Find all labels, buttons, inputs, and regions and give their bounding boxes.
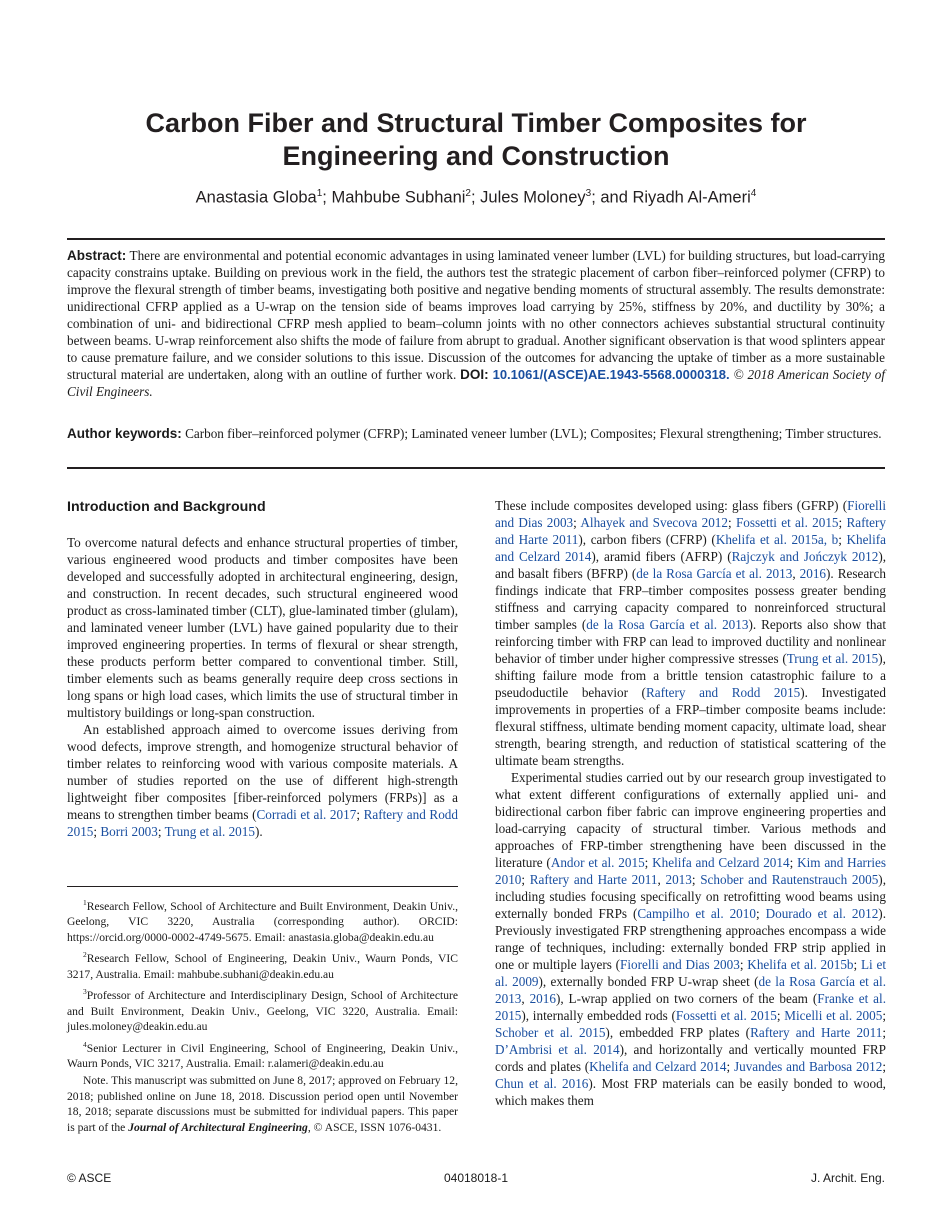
paragraph-text: ), and horizontally and vertically mounted FRP cords and plates ( (495, 1042, 886, 1074)
citation-link[interactable]: Andor et al. 2015 (550, 855, 645, 870)
paragraph-text: Experimental studies carried out by our research group investigated to what extent different configurations of externally applied uni- and bidirectional carbon fiber fabric can improve engineering properties and load-carrying capacity of structural timber. Various methods and approaches of FRP-timber strengthening have been discussed in the literature ( (495, 770, 886, 870)
footnote-mark: 3 (83, 987, 87, 997)
paragraph-text: ; (644, 855, 653, 870)
citation-link[interactable]: Corradi et al. 2017 (256, 807, 357, 822)
citation-link[interactable]: de la Rosa García et al. 2013 (495, 974, 886, 1006)
citation-link[interactable]: 2016 (799, 566, 827, 581)
author-2-mark: 2 (465, 188, 471, 199)
citation-link[interactable]: Khelifa et al. 2015a, b (715, 532, 839, 547)
abstract-text: There are environmental and potential economic advantages in using laminated veneer lumber (LVL) for building structures, but load-carrying capacity constrains uptake. Building on previous work in the field, the authors test the strategic placement of carbon fiber–reinforced polymer (CFRP) to improve the flexural strength of timber beams, investigating both positive and negative bending moments of structural assembly. The results demonstrate: unidirectional CFRP applied as a U-wrap on the tension side of beams improves load carrying by 25%, stiffness by 20%, and ductility by 30%; a combination of uni- and bidirectional CFRP mesh applied to beam–column joints with no other connectors achieves substantial structural continuity between beams. U-wrap reinforcement also shifts the mode of failure from abrupt to gradual. Another significant observation is that wood splinters appear to cause premature failure, and we consider solutions to this issue. Discussion of the outcomes for advancing the uptake of timber as a more sustainable structural material are undertaken, along with an outline of further work. (67, 248, 885, 382)
paragraph-text: ), and basalt fibers (BFRP) ( (495, 549, 887, 581)
citation-link[interactable]: Raftery and Harte 2011 (495, 515, 887, 547)
paragraph-text: ; (726, 1059, 734, 1074)
footnote-mark: 2 (83, 950, 87, 960)
citation-link[interactable]: Franke et al. 2015 (495, 991, 886, 1023)
intro-paragraph-2-text: An established approach aimed to overcome issues deriving from wood defects, improve strength, and homogenize structural behavior of timber relates to reinforcing wood with various composite materials. A number of studies reported on the use of different high-strength lightweight fiber composites [fiber-reinforced polymers (FRPs)] as a means to strengthen timber beams ( (67, 722, 458, 822)
citation-link[interactable]: Fiorelli and Dias 2003 (495, 498, 886, 530)
citation-link[interactable]: Trung et al. 2015 (786, 651, 879, 666)
paragraph-text: ; (755, 906, 766, 921)
citation-link[interactable]: Raftery and Harte 2011 (529, 872, 658, 887)
citation-link[interactable]: Fossetti et al. 2015 (735, 515, 839, 530)
paragraph-text: ). Reports also show that reinforcing timber with FRP can lead to improved ductility and nonlinear behavior of timber under higher compressive stresses ( (495, 617, 887, 666)
paragraph-text: ; (691, 872, 701, 887)
paragraph-text: ; (882, 1025, 887, 1040)
citation-link[interactable]: D’Ambrisi et al. 2014 (495, 1042, 620, 1057)
footer-page-id: 04018018-1 (443, 1171, 509, 1185)
citation-link[interactable]: Khelifa and Celzard 2014 (495, 532, 886, 564)
citation-link[interactable]: Micelli et al. 2005 (784, 1008, 883, 1023)
author-list (60, 188, 892, 208)
citation-link[interactable]: Khelifa et al. 2015b (747, 957, 854, 972)
footnote-mark: 1 (83, 898, 87, 907)
footnote-2 (67, 947, 458, 982)
citation-link[interactable]: de la Rosa García et al. 2013 (636, 566, 793, 581)
author-4: ; and Riyadh Al-Ameri (591, 188, 751, 207)
citation-link[interactable]: Raftery and Harte 2011 (750, 1025, 883, 1040)
abstract (67, 247, 885, 400)
doi-link[interactable]: 10.1061/(ASCE)AE.1943-5568.0000318. (492, 367, 730, 382)
right-column (495, 497, 886, 1109)
paragraph-text: , (792, 566, 800, 581)
author-4-mark: 4 (750, 188, 757, 199)
title-line-1: Carbon Fiber and Structural Timber Composites for (145, 108, 807, 138)
paragraph-text: ), internally embedded rods ( (521, 1008, 676, 1023)
paragraph-text: ), embedded FRP plates ( (605, 1025, 751, 1040)
citation-link[interactable]: Chun et al. 2016 (495, 1076, 589, 1091)
footnote-text: Research Fellow, School of Architecture and Built Environment, Deakin Univ., Geelong, VIC 3220, Australia (corresponding author). ORCID: https://orcid.org/0000-0002-4749-5675. Email: anastasia.globa@deakin.edu.au (67, 899, 458, 944)
footnote-3 (67, 984, 458, 1034)
paragraph-text: ; (882, 1008, 887, 1023)
paragraph-text: ), including studies focusing specifically on retrofitting wood beams using externally bonded FRPs ( (495, 872, 886, 921)
paragraph-text: ; (882, 1059, 886, 1074)
citation-separator: ; (93, 824, 101, 839)
abstract-bottom-rule (67, 467, 885, 469)
paragraph-text: These include composites developed using: glass fibers (GFRP) ( (495, 498, 848, 513)
footnote-1 (67, 895, 458, 945)
keywords (67, 425, 885, 442)
citation-link[interactable]: Rajczyk and Jończyk 2012 (731, 549, 879, 564)
paragraph-text: , (657, 872, 666, 887)
journal-name: Journal of Architectural Engineering (128, 1120, 308, 1134)
citation-link[interactable]: 2016 (529, 991, 556, 1006)
paragraph-text: ; (789, 855, 798, 870)
paragraph-text: ; (838, 532, 847, 547)
citation-link[interactable]: Fossetti et al. 2015 (675, 1008, 777, 1023)
author-2: ; Mahbube Subhani (322, 188, 466, 207)
paragraph-text: ), aramid fibers (AFRP) ( (591, 549, 732, 564)
citation-link[interactable]: Juvandes and Barbosa 2012 (733, 1059, 883, 1074)
paragraph-text: ; (573, 515, 581, 530)
abstract-label: Abstract: (67, 248, 127, 263)
citation-link[interactable]: Raftery and Rodd 2015 (67, 807, 458, 839)
citation-link[interactable]: Schober et al. 2015 (495, 1025, 606, 1040)
paragraph-text: ; (739, 957, 748, 972)
paragraph-text: ), shifting failure mode from a brittle tension catastrophic failure to a pseudoductile behavior ( (495, 651, 886, 700)
paper-title (60, 107, 892, 173)
footnote-text: Senior Lecturer in Civil Engineering, School of Engineering, Deakin Univ., Waurn Ponds, VIC 3217, Australia. Email: r.alameri@deakin.edu.au (67, 1041, 458, 1070)
citation-link[interactable]: Alhayek and Svecova 2012 (580, 515, 728, 530)
footnote-text: Professor of Architecture and Interdisciplinary Design, School of Architecture and Built Environment, Deakin Univ., Geelong, VIC 3220, Australia. Email: jules.moloney@deakin.edu.au (67, 989, 458, 1034)
paragraph-text: ), externally bonded FRP U-wrap sheet ( (538, 974, 759, 989)
section-heading: Introduction and Background (67, 499, 266, 515)
author-3-mark: 3 (585, 188, 592, 199)
footer-journal: J. Archit. Eng. (810, 1171, 885, 1185)
citation-link[interactable]: Li et al. 2009 (495, 957, 887, 989)
intro-paragraph-2 (67, 721, 458, 840)
title-line-2: Engineering and Construction (282, 141, 670, 171)
intro-paragraph-3 (495, 497, 886, 769)
affiliation-footnotes (67, 886, 458, 1137)
citation-separator: ; (356, 807, 364, 822)
author-1-mark: 1 (316, 188, 323, 199)
note-text: Note. This manuscript was submitted on June 8, 2017; approved on February 12, 2018; published online on June 18, 2018. Discussion period open until November 18, 2018; separate discussions must be submitted for individual papers. This paper is part of the (67, 1074, 458, 1134)
paragraph-text: ; (776, 1008, 785, 1023)
citation-link[interactable]: Fiorelli and Dias 2003 (620, 957, 740, 972)
keywords-text: Carbon fiber–reinforced polymer (CFRP); Laminated veneer lumber (LVL); Composites; Flexural strengthening; Timber structures. (185, 426, 882, 441)
footnote-text: Research Fellow, School of Engineering, Deakin Univ., Waurn Ponds, VIC 3217, Australia. Email: mahbube.subhani@deakin.edu.au (67, 952, 458, 981)
paragraph-text: ; (838, 515, 847, 530)
abstract-top-rule (67, 238, 885, 240)
paragraph-text: ). Research findings indicate that FRP–timber composites possess greater bending stiffness and carrying capacity compared to nonreinforced structural timber samples ( (495, 566, 887, 632)
paragraph-text: ), carbon fibers (CFRP) ( (578, 532, 716, 547)
footnote-mark: 4 (83, 1039, 87, 1049)
paragraph-text: ), L-wrap applied on two corners of the beam ( (555, 991, 818, 1006)
citation-separator: ; (157, 824, 165, 839)
intro-paragraph-4 (495, 769, 886, 1109)
intro-paragraph-1: To overcome natural defects and enhance structural properties of timber, various engineered wood products and timber composites have been developed and successfully adopted in architectural engineering, design, and construction. In recent decades, such structural engineered wood product as cross-laminated timber (CLT), glue-laminated timber (glulam), and laminated veneer lumber (LVL) have gained popularity due to their improved engineering properties. In terms of flexural or shear strength, these products perform better compared to conventional timber. Still, timber elements such as beams generally require deep cross sections in long spans or high load cases, which limits the use of structural timber in multistory buildings or long-span construction. (67, 535, 458, 720)
citation-link[interactable]: Trung et al. 2015 (164, 824, 255, 839)
citation-link[interactable]: de la Rosa García et al. 2013 (586, 617, 749, 632)
paragraph-text: ; (853, 957, 861, 972)
citation-link[interactable]: Schober and Rautenstrauch 2005 (700, 872, 879, 887)
citation-link[interactable]: Khelifa and Celzard 2014 (652, 855, 790, 870)
citation-link[interactable]: Dourado et al. 2012 (765, 906, 879, 921)
copyright-notice: © 2018 American Society of Civil Engineers. (67, 367, 886, 399)
note-end: , © ASCE, ISSN 1076-0431. (307, 1120, 442, 1134)
paragraph-text: ). Previously investigated FRP strengthening approaches encompass a wide range of techniques, including: externally bonded FRP strip applied in one or multiple layers ( (495, 906, 886, 972)
footnote-4 (67, 1037, 458, 1072)
citation-link[interactable]: 2013 (665, 872, 692, 887)
citation-link[interactable]: Raftery and Rodd 2015 (645, 685, 801, 700)
submission-note (67, 1073, 458, 1135)
paragraph-text: ). Investigated improvements in properties of a FRP–timber composite beams include: flexural stiffness, ultimate bending moment capacity, ultimate load, shear strength, bearing strength, and reduction of statistical scattering of the ultimate beam strengths. (495, 685, 886, 768)
paragraph-text: , (521, 991, 530, 1006)
paragraph-text: ). Most FRP materials can be easily bonded to wood, which makes them (495, 1076, 886, 1108)
author-3: ; Jules Moloney (470, 188, 586, 207)
citation-link[interactable]: Kim and Harries 2010 (495, 855, 886, 887)
author-1: Anastasia Globa (195, 188, 317, 207)
keywords-label: Author keywords: (67, 426, 182, 441)
citation-link[interactable]: Khelifa and Celzard 2014 (589, 1059, 727, 1074)
footer-publisher: © ASCE (67, 1171, 112, 1185)
citation-link[interactable]: Campilho et al. 2010 (637, 906, 756, 921)
paragraph-text: ; (727, 515, 736, 530)
citation-link[interactable]: Borri 2003 (100, 824, 158, 839)
citation-end: ). (254, 824, 263, 839)
paragraph-text: ; (521, 872, 530, 887)
doi-label: DOI: (460, 367, 489, 382)
left-column (67, 497, 458, 840)
